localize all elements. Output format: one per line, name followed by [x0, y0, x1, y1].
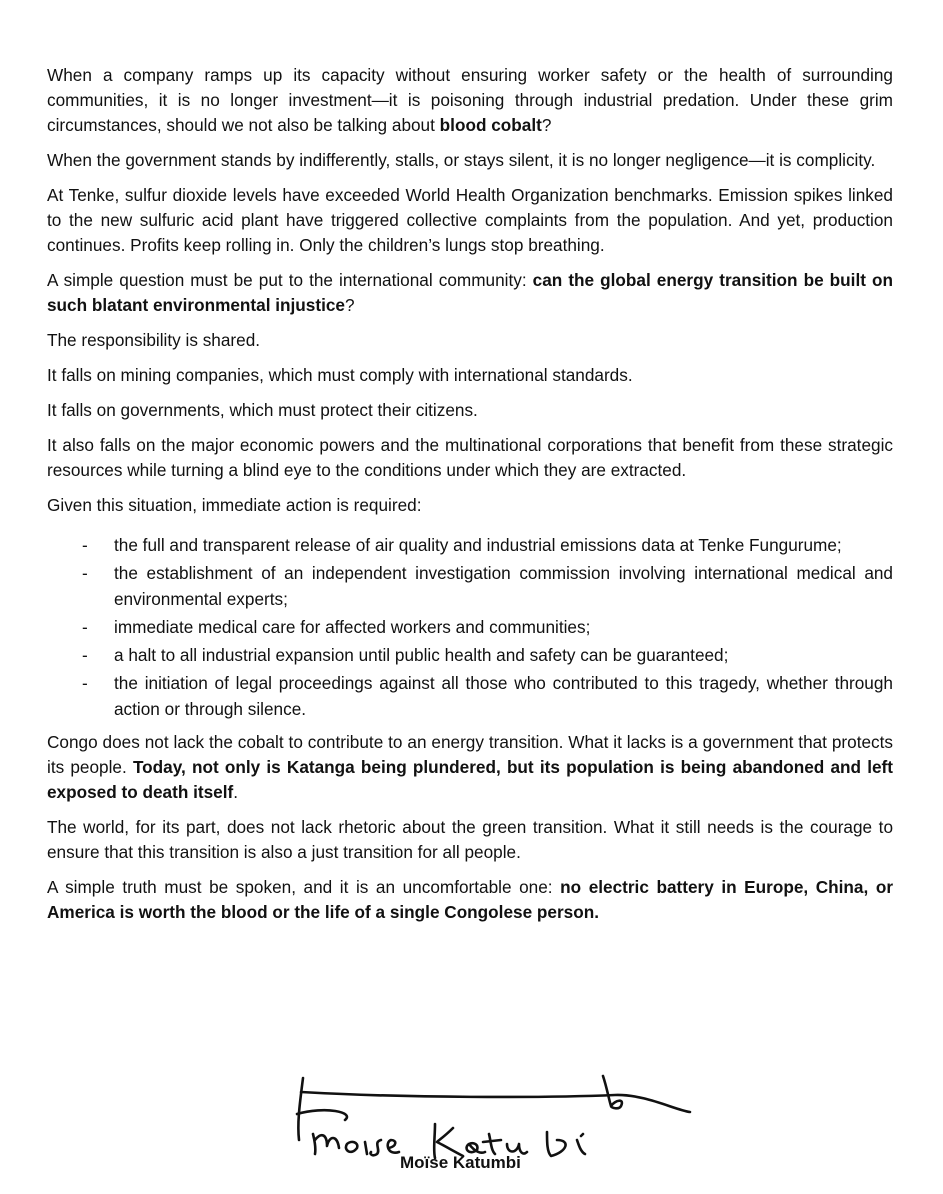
text-run: When the government stands by indifferently, stalls, or stays silent, it is no longer negligence—it is complicity.	[47, 150, 876, 170]
paragraph-2	[47, 148, 893, 173]
text-run: ?	[541, 115, 552, 135]
dash-bullet: -	[82, 535, 88, 555]
intro-paragraphs	[47, 63, 893, 518]
action-item	[47, 642, 893, 668]
dash-bullet: -	[82, 645, 88, 665]
text-run: It falls on mining companies, which must comply with international standards.	[47, 365, 633, 385]
paragraph-5	[47, 328, 893, 353]
letter-body	[47, 63, 893, 935]
bold-text: blood cobalt	[439, 115, 542, 135]
closing-paragraph-2	[47, 815, 893, 865]
text-run: Given this situation, immediate action is required:	[47, 495, 422, 515]
text-run: ?	[344, 295, 355, 315]
paragraph-8	[47, 433, 893, 483]
paragraph-4	[47, 268, 893, 318]
paragraph-9	[47, 493, 893, 518]
closing-paragraph-3	[47, 875, 893, 925]
text-run: It also falls on the major economic powers and the multinational corporations that benefit from these strategic resources while turning a blind eye to the conditions under which they are extracted.	[47, 435, 893, 480]
closing-paragraphs	[47, 730, 893, 925]
text-run: The responsibility is shared.	[47, 330, 261, 350]
bold-text: no electric battery in Europe, China, or America is worth the blood or the life of a single Congolese person.	[47, 877, 894, 922]
bold-text: can the global energy transition be built on such blatant environmental injustice	[47, 270, 893, 315]
action-item	[47, 670, 893, 722]
text-run: The world, for its part, does not lack rhetoric about the green transition. What it still needs is the courage to ensure that this transition is also a just transition for all people.	[47, 817, 893, 862]
action-item	[47, 614, 893, 640]
dash-bullet: -	[82, 563, 88, 583]
dash-bullet: -	[82, 617, 88, 637]
action-list	[47, 532, 893, 722]
dash-bullet: -	[82, 673, 88, 693]
action-text: a halt to all industrial expansion until public health and safety can be guaranteed;	[114, 645, 729, 665]
paragraph-6	[47, 363, 893, 388]
action-item	[47, 560, 893, 612]
text-run: It falls on governments, which must protect their citizens.	[47, 400, 478, 420]
paragraph-7	[47, 398, 893, 423]
action-text: the full and transparent release of air quality and industrial emissions data at Tenke Fungurume;	[114, 535, 842, 555]
text-run: .	[233, 782, 239, 802]
paragraph-3	[47, 183, 893, 258]
text-run: A simple question must be put to the international community:	[47, 270, 533, 290]
signatory-name: Moïse Katumbi	[400, 1153, 521, 1172]
action-item	[47, 532, 893, 558]
text-run: When a company ramps up its capacity without ensuring worker safety or the health of surrounding communities, it is no longer investment—it is poisoning through industrial predation. Under these grim circumstances, should we not also be talking about	[47, 65, 893, 135]
closing-paragraph-1	[47, 730, 893, 805]
text-run: Congo does not lack the cobalt to contribute to an energy transition. What it lacks is a government that protects its people.	[47, 732, 893, 777]
text-run: At Tenke, sulfur dioxide levels have exceeded World Health Organization benchmarks. Emission spikes linked to the new sulfuric acid plant have triggered collective complaints from the population. And yet, production continues. Profits keep rolling in. Only the children’s lungs stop breathing.	[47, 185, 893, 255]
action-text: immediate medical care for affected workers and communities;	[114, 617, 591, 637]
text-run: A simple truth must be spoken, and it is an uncomfortable one:	[47, 877, 561, 897]
paragraph-1	[47, 63, 893, 138]
action-text: the establishment of an independent investigation commission involving international medical and environmental experts;	[114, 563, 893, 609]
bold-text: Today, not only is Katanga being plundered, but its population is being abandoned and left exposed to death itself	[47, 757, 893, 802]
action-text: the initiation of legal proceedings against all those who contributed to this tragedy, whether through action or through silence.	[114, 673, 893, 719]
